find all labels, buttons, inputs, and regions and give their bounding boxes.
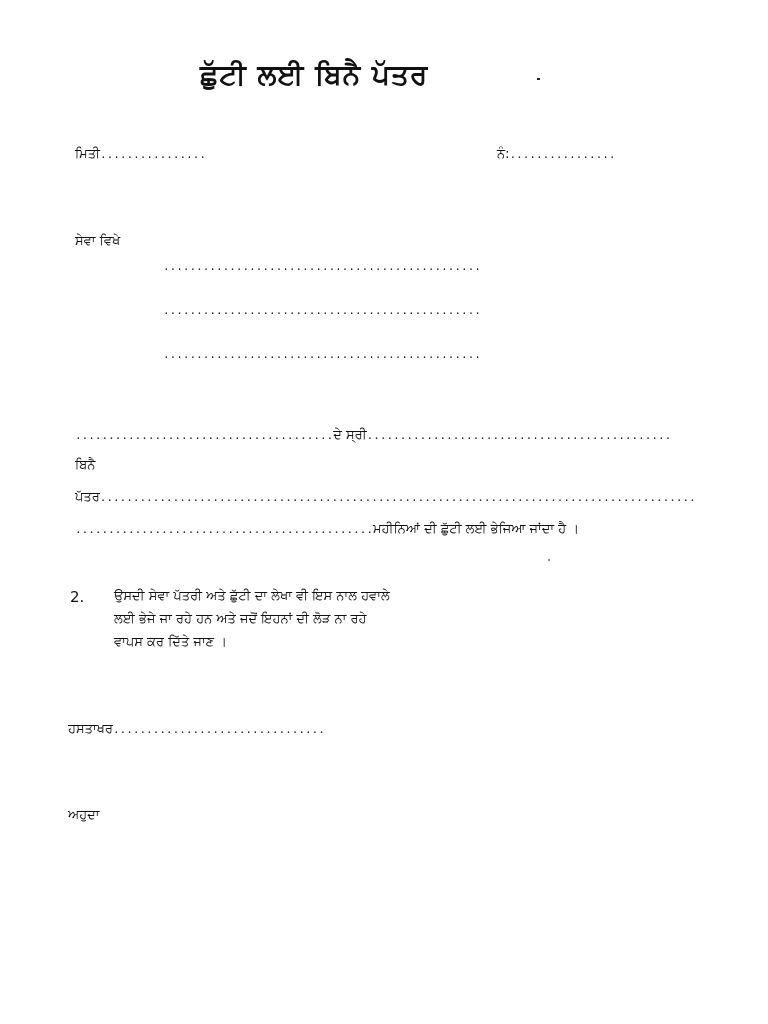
- patar-blank: ..........................................................................................: [99, 491, 696, 504]
- months-blank: .............................................: [75, 523, 374, 536]
- months-text: ਮਹੀਨਿਆਂ ਦੀ ਛੁੱਟੀ ਲਈ ਭੇਜਿਆ ਜਾਂਦਾ ਹੈ ।: [373, 522, 580, 537]
- address-line-2: ................................................: [163, 304, 481, 317]
- signature-field: [68, 722, 325, 737]
- address-line-1: ................................................: [163, 260, 481, 273]
- patar-label: ਪੱਤਰ: [75, 490, 100, 505]
- bine-text: ਬਿਨੈ: [75, 458, 96, 473]
- number-label: ਨੰ:: [497, 147, 510, 162]
- number-field: [497, 147, 615, 162]
- signature-label: ਹਸਤਾਖਰ: [68, 722, 113, 737]
- paragraph-line-2: ਲਈ ਭੇਜੇ ਜਾ ਰਹੇ ਹਨ ਅਤੇ ਜਦੋਂ ਇਹਨਾਂ ਦੀ ਲੋੜ ਨਾ ਰਹੇ: [114, 612, 367, 627]
- date-blank: ................: [99, 148, 206, 161]
- address-label: ਸੇਵਾ ਵਿਖੇ: [75, 234, 121, 249]
- signature-blank: ................................: [112, 723, 325, 736]
- paragraph-number: 2.: [70, 588, 85, 606]
- address-line-3: ................................................: [163, 348, 481, 361]
- paragraph-line-3: ਵਾਪਸ ਕਰ ਦਿੱਤੇ ਜਾਣ ।: [114, 635, 227, 650]
- de-shri-text: ਦੇ ਸ੍ਰੀ: [333, 428, 367, 443]
- rank-label: ਅਹੁਦਾ: [68, 808, 100, 823]
- date-label: ਮਿਤੀ: [75, 147, 100, 162]
- paragraph-line-1: ਉਸਦੀ ਸੇਵਾ ਪੱਤਰੀ ਅਤੇ ਛੁੱਟੀ ਦਾ ਲੇਖਾ ਵੀ ਇਸ ਨਾਲ ਹਵਾਲੇ: [114, 589, 390, 604]
- patar-row: [75, 490, 696, 505]
- person-blank: ..............................................: [366, 429, 672, 442]
- months-row: [75, 522, 579, 537]
- scan-speck: [537, 78, 540, 80]
- office-blank: .......................................: [75, 429, 334, 442]
- office-name-row: [75, 428, 671, 443]
- date-field: [75, 147, 206, 162]
- number-blank: ................: [509, 148, 616, 161]
- scan-speck-2: [548, 559, 550, 561]
- page-title: ਛੁੱਟੀ ਲਈ ਬਿਨੈ ਪੱਤਰ: [200, 58, 429, 91]
